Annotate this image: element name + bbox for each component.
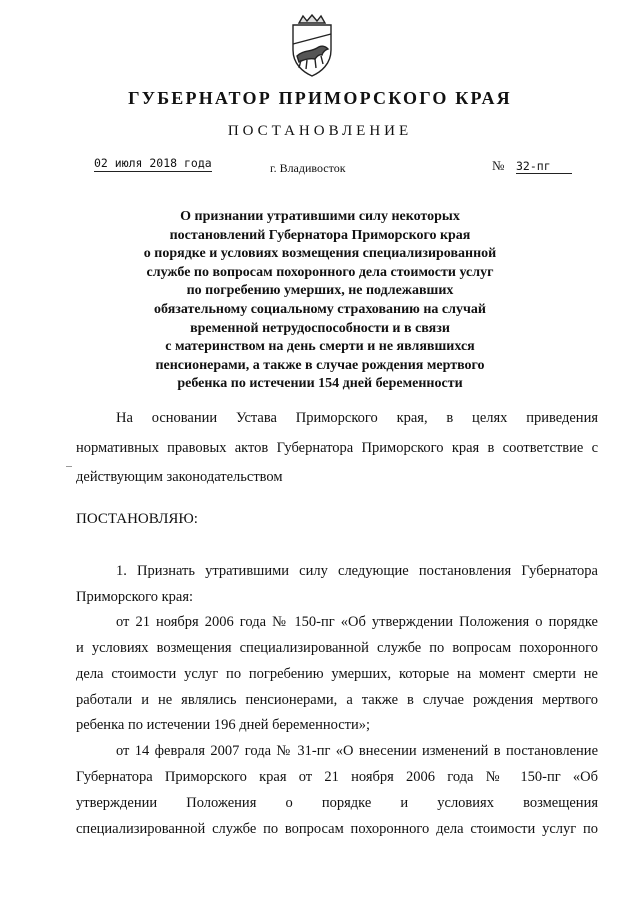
document-city: г. Владивосток bbox=[270, 161, 346, 175]
act-2-line: от 14 февраля 2007 года № 31-пг «О внесении изменений в постановление bbox=[116, 743, 598, 759]
document-number: 32-пг bbox=[516, 159, 572, 174]
document-type: ПОСТАНОВЛЕНИЕ bbox=[227, 123, 413, 139]
title-line: постановлений Губернатора Приморского края bbox=[169, 227, 471, 243]
act-1-line: работали и не являлись пенсионерами, а также в случае рождения мертвого bbox=[76, 692, 598, 708]
title-line: временной нетрудоспособности и в связи bbox=[190, 320, 450, 336]
resolve-heading: ПОСТАНОВЛЯЮ: bbox=[76, 511, 198, 527]
title-line: О признании утратившими силу некоторых bbox=[180, 209, 460, 224]
coat-of-arms-emblem bbox=[287, 14, 337, 78]
preamble-line: действующим законодательством bbox=[76, 469, 283, 485]
document-number-field bbox=[492, 158, 578, 174]
act-2-line: специализированной службе по вопросам похоронного дела стоимости услуг по bbox=[76, 821, 598, 837]
number-sign: № bbox=[492, 158, 505, 173]
title-line: о порядке и условиях возмещения специализированной bbox=[143, 246, 497, 262]
preamble-line: На основании Устава Приморского края, в целях приведения bbox=[116, 410, 598, 426]
act-1-line: от 21 ноября 2006 года № 150-пг «Об утверждении Положения о порядке bbox=[116, 614, 598, 630]
title-line: службе по вопросам похоронного дела стоимости услуг bbox=[146, 264, 494, 280]
margin-mark bbox=[66, 466, 72, 467]
act-1-line: ребенка по истечении 196 дней беременности»; bbox=[76, 717, 371, 733]
title-line: обязательному социальному страхованию на случай bbox=[154, 301, 486, 317]
act-2-line: утверждении Положения о порядке и условиях возмещения bbox=[76, 795, 598, 811]
title-line: с материнством на день смерти и не являвшихся bbox=[165, 339, 475, 355]
title-line: пенсионерами, а также в случае рождения мертвого bbox=[155, 357, 485, 373]
title-line: по погребению умерших, не подлежавших bbox=[186, 283, 454, 299]
act-1-line: и условиях возмещения специализированной службе по вопросам похоронного bbox=[76, 640, 598, 656]
title-line: ребенка по истечении 154 дней беременности bbox=[177, 376, 463, 392]
issuing-authority: ГУБЕРНАТОР ПРИМОРСКОГО КРАЯ bbox=[128, 88, 512, 108]
act-1-line: дела стоимости услуг по погребению умерших, которые на момент смерти не bbox=[76, 666, 598, 682]
act-2-line: Губернатора Приморского края от 21 ноября 2006 года № 150-пг «Об bbox=[76, 769, 598, 785]
document-title bbox=[100, 208, 540, 394]
item-1-line: 1. Признать утратившими силу следующие постановления Губернатора bbox=[116, 563, 598, 579]
preamble-line: нормативных правовых актов Губернатора Приморского края в соответствие с bbox=[76, 440, 598, 456]
document-date: 02 июля 2018 года bbox=[94, 156, 212, 170]
item-1-line: Приморского края: bbox=[76, 589, 194, 605]
